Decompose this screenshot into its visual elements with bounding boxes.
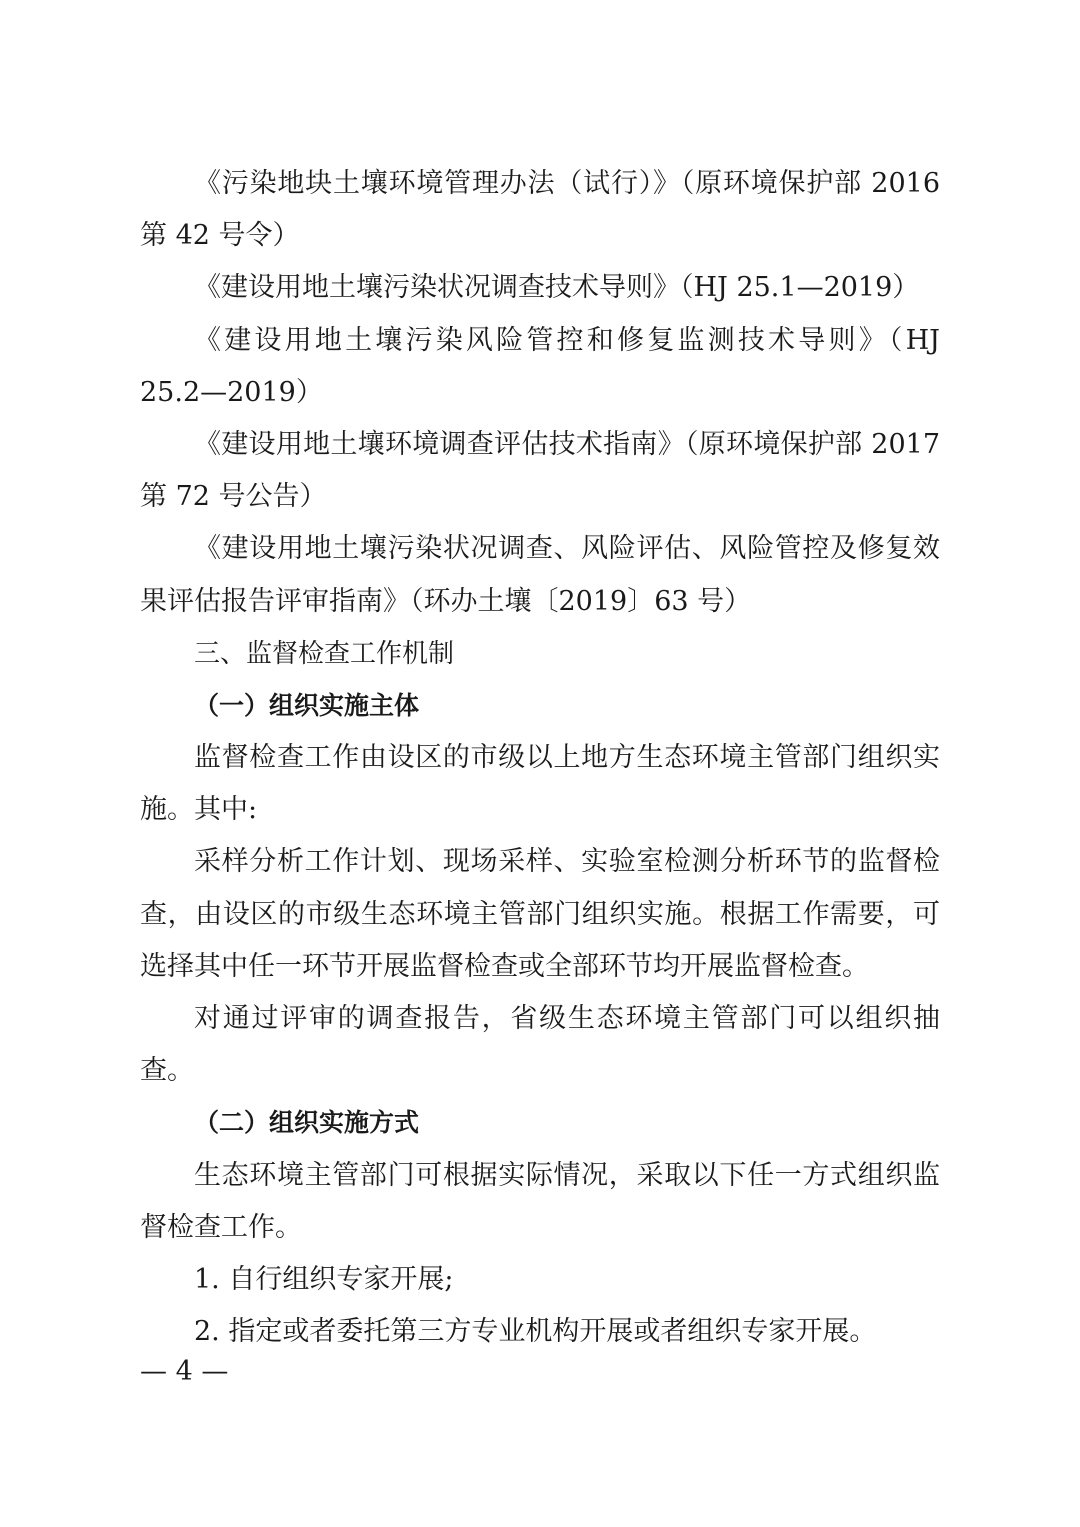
paragraph-line: 选择其中任一环节开展监督检查或全部环节均开展监督检查。 — [140, 950, 869, 982]
list-item: 2. 指定或者委托第三方专业机构开展或者组织专家开展。 — [194, 1316, 877, 1348]
page-number: — 4 — — [140, 1356, 229, 1387]
paragraph-line: 《建设用地土壤污染风险管控和修复监测技术导则》（HJ — [194, 324, 940, 356]
subsection-heading: （二）组织实施方式 — [194, 1108, 420, 1138]
paragraph-line: 采样分析工作计划、现场采样、实验室检测分析环节的监督检 — [194, 846, 940, 878]
paragraph-line: 《建设用地土壤污染状况调查、风险评估、风险管控及修复效 — [194, 533, 940, 565]
section-heading: 三、监督检查工作机制 — [194, 638, 455, 669]
paragraph-line: 《建设用地土壤环境调查评估技术指南》（原环境保护部 2017 — [194, 428, 940, 460]
paragraph-line: 第 42 号令） — [140, 220, 300, 252]
paragraph-line: 生态环境主管部门可根据实际情况，采取以下任一方式组织监 — [194, 1159, 940, 1191]
document-body — [140, 158, 940, 1358]
paragraph-line: 25.2—2019） — [140, 376, 323, 408]
paragraph-line: 监督检查工作由设区的市级以上地方生态环境主管部门组织实 — [194, 742, 940, 774]
paragraph-line: 查，由设区的市级生态环境主管部门组织实施。根据工作需要，可 — [140, 898, 940, 930]
paragraph-line: 施。其中: — [140, 794, 258, 826]
subsection-heading: （一）组织实施主体 — [194, 690, 420, 720]
paragraph-line: 果评估报告评审指南》（环办土壤〔2019〕63 号） — [140, 585, 752, 617]
paragraph-line: 对通过评审的调查报告，省级生态环境主管部门可以组织抽 — [194, 1003, 940, 1034]
paragraph-line: 查。 — [140, 1055, 194, 1087]
paragraph-line: 第 72 号公告） — [140, 481, 327, 513]
paragraph-line: 《建设用地土壤污染状况调查技术导则》（HJ 25.1—2019） — [194, 272, 920, 304]
list-item: 1. 自行组织专家开展; — [194, 1263, 454, 1295]
paragraph-line: 《污染地块土壤环境管理办法（试行）》（原环境保护部 2016 — [194, 168, 940, 199]
paragraph-line: 督检查工作。 — [140, 1211, 302, 1243]
